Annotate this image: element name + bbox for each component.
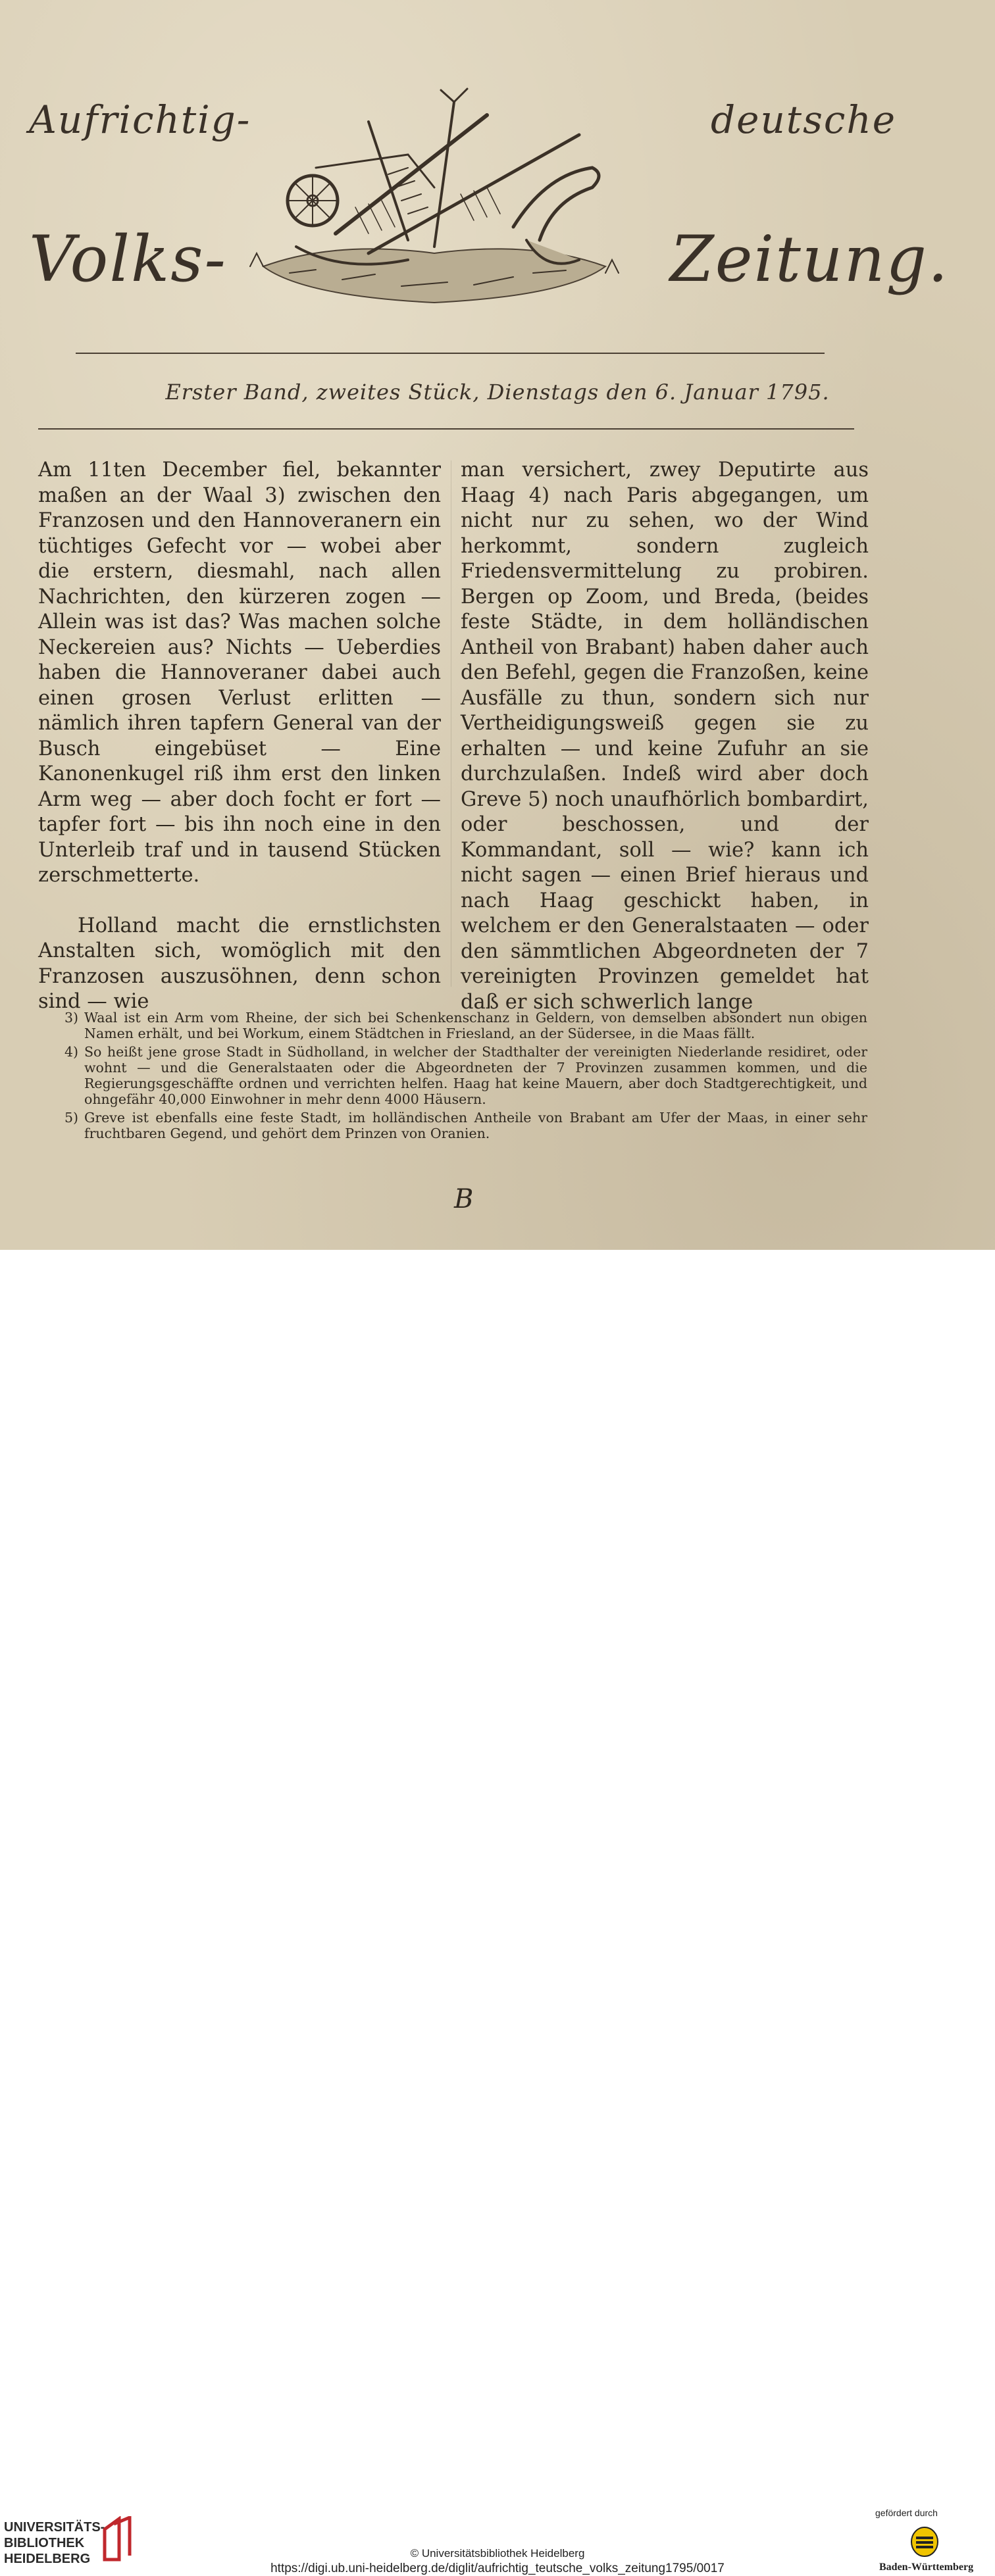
sponsor-name: Baden-Württemberg <box>879 2562 974 2573</box>
footnote-4 <box>64 1044 867 1107</box>
copyright-notice: © Universitätsbibliothek Heidelberg <box>410 2547 585 2560</box>
article-paragraph: Holland macht die ernstlichsten Anstalten sich, womöglich mit den Franzosen auszusöhnen, denn schon sind — wie <box>38 914 441 1013</box>
library-name-line-2: BIBLIOTHEK <box>4 2536 85 2550</box>
newspaper-page <box>0 0 995 1250</box>
dateline: Erster Band, zweites Stück, Dienstags den 6. Januar 1795. <box>165 380 830 405</box>
footnote-5 <box>64 1110 867 1141</box>
footnote-text: Greve ist ebenfalls eine feste Stadt, im holländischen Antheile von Brabant am Ufer der Maas, in einer sehr fruchtbaren Gegend, und gehört dem Prinzen von Oranien. <box>84 1110 867 1141</box>
footnote-text: Waal ist ein Arm vom Rheine, der sich bei Schenkenschanz in Geldern, von demselben absondert nun obigen Namen erhält, und bei Workum, einem Städtchen in Friesland, an der Südersee, in die Maas fällt. <box>84 1010 867 1041</box>
masthead-title-zeitung: Zeitung. <box>670 222 950 296</box>
library-name-line-1: UNIVERSITÄTS- <box>4 2520 105 2535</box>
dateline-rule <box>38 428 854 430</box>
permalink-url[interactable]: https://digi.ub.uni-heidelberg.de/diglit/aufrichtig_teutsche_volks_zeitung1795/0017 <box>270 2562 725 2575</box>
footnote-text: So heißt jene grose Stadt in Südholland, in welcher der Stadthalter der vereinigten Niederlande residiret, oder wohnt — und die Generalstaaten oder die Abgeordneten der 7 Provinzen zusammen kommen, und die Regierungsgeschäffte ordnen und verrichten helfen. Haag hat keine Mauern, aber doch Stadtgerechtigkeit, und ohngefähr 40,000 Einwohner in mehr denn 4000 Häusern. <box>84 1044 867 1107</box>
masthead-title-volks: Volks- <box>29 222 227 296</box>
article-paragraph: Am 11ten December fiel, bekannter maßen an der Waal 3) zwischen den Franzosen und den Hannoveranern ein tüchtiges Gefecht vor — wobei aber die erstern, diesmahl, nach allen Nachrichten, den kürzeren zogen — Allein was ist das? Was machen solche Neckereien aus? Nichts — Ueberdies haben die Hannoveraner dabei auch einen grosen Verlust erlitten — nämlich ihren tapfern General van der Busch eingebüset — Eine Kanonenkugel riß ihm erst den linken Arm weg — aber doch focht er fort — tapfer fort — bis ihn noch eine in den Unterleib traf und in tausend Stücken zerschmetterte. <box>38 458 441 887</box>
article-column-right <box>461 458 869 1015</box>
sponsor-label: gefördert durch <box>875 2508 938 2518</box>
footnote-number: 3) <box>64 1010 79 1026</box>
masthead-title-aufrichtig: Aufrichtig- <box>29 97 251 142</box>
footnotes <box>64 1010 867 1144</box>
footnote-3 <box>64 1010 867 1041</box>
viewer-footer <box>0 1250 995 2575</box>
signature-mark: B <box>454 1184 474 1214</box>
library-name-line-3: HEIDELBERG <box>4 2552 91 2566</box>
masthead-title-deutsche: deutsche <box>711 97 897 142</box>
article-column-left <box>38 458 441 1015</box>
footnote-number: 4) <box>64 1044 79 1060</box>
farm-tools-woodcut-icon <box>237 76 632 329</box>
footnote-number: 5) <box>64 1110 79 1126</box>
baden-wuerttemberg-crest-icon <box>909 2525 940 2558</box>
article-paragraph: man versichert, zwey Deputirte aus Haag 4) nach Paris abgegangen, um nicht nur zu sehen, wo der Wind herkommt, sondern zugleich Friedensvermittelung zu probiren. Bergen op Zoom, und Breda, (beides feste Städte, in dem holländischen Antheil von Brabant) haben daher auch den Befehl, gegen die Franzoßen, keine Ausfälle zu thun, sondern sich nur Vertheidigungsweiß gegen sie zu erhalten — und keine Zufuhr an sie durchzulaßen. Indeß wird aber doch Greve 5) noch unaufhörlich bombardirt, oder beschossen, und der Kommandant, soll — wie? kann ich nicht sagen — einen Brief hieraus und nach Haag geschickt haben, in welchem er den Generalstaaten — oder den sämmtlichen Abgeordneten der 7 vereinigten Provinzen gemeldet hat daß er sich schwerlich lange <box>461 458 869 1014</box>
masthead-rule <box>76 353 825 354</box>
